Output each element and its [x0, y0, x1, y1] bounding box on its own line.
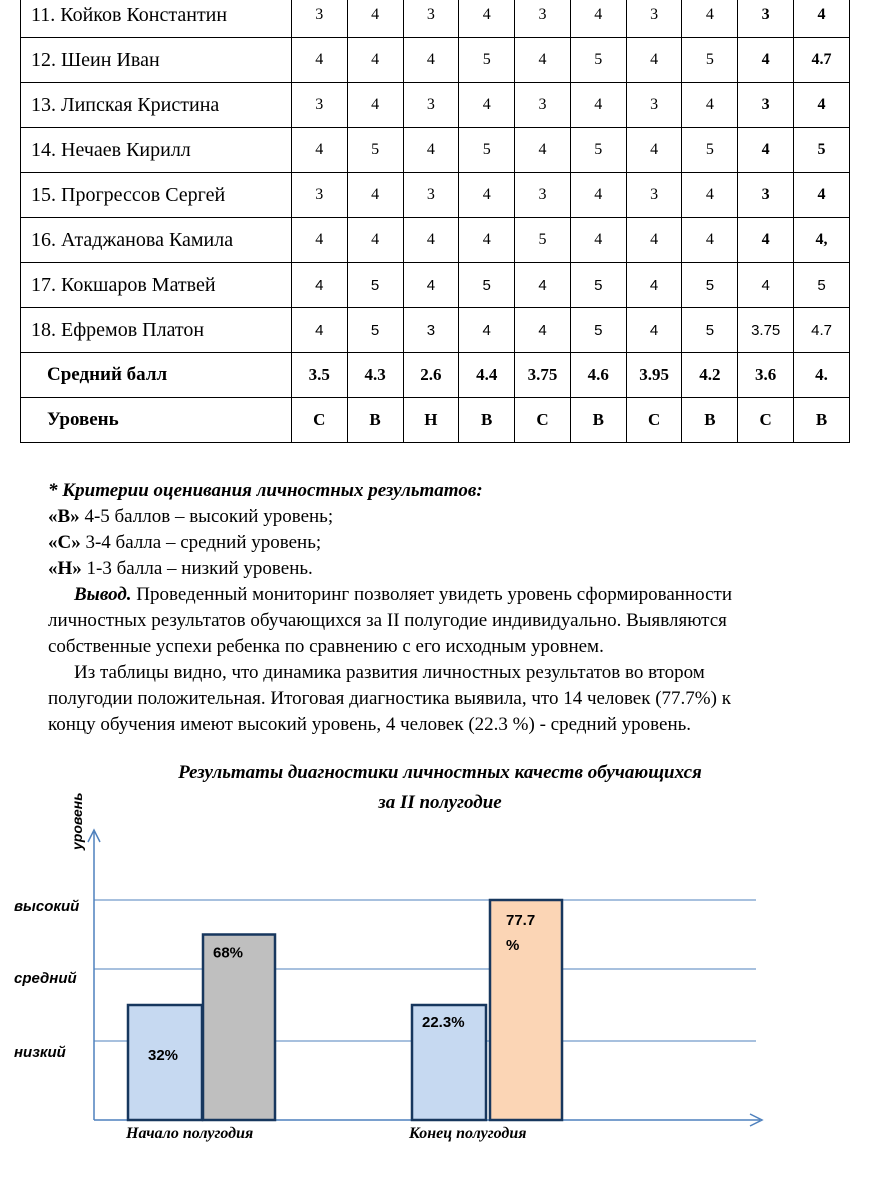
table-row: [21, 0, 850, 38]
student-name: 13. Липская Кристина: [21, 83, 292, 128]
score-cell: 3: [738, 0, 794, 38]
score-cell: 3: [291, 0, 347, 38]
student-name: Уровень: [21, 398, 292, 443]
score-cell: 4.7: [794, 308, 850, 353]
conclusion-line-1: Вывод. Проведенный мониторинг позволяет увидеть уровень сформированности: [74, 584, 733, 605]
conclusion-line-2: личностных результатов обучающихся за II полугодие индивидуально. Выявляются: [48, 610, 727, 631]
score-cell: 3.95: [626, 353, 682, 398]
score-cell: 4: [515, 38, 571, 83]
score-cell: 4: [794, 83, 850, 128]
score-cell: 5: [515, 218, 571, 263]
score-cell: 3: [738, 173, 794, 218]
chart-title-line-2: за II полугодие: [378, 792, 502, 813]
average-row: [21, 353, 850, 398]
score-cell: 4.4: [459, 353, 515, 398]
score-cell: 5: [347, 263, 403, 308]
score-cell: 4: [459, 218, 515, 263]
score-cell: 4.7: [794, 38, 850, 83]
score-cell: С: [291, 398, 347, 443]
score-cell: 4: [347, 38, 403, 83]
y-level-label: высокий: [14, 898, 80, 915]
score-cell: В: [570, 398, 626, 443]
bar-data-label: 22.3%: [422, 1014, 465, 1031]
score-cell: 4: [291, 38, 347, 83]
score-cell: 3: [403, 173, 459, 218]
score-cell: 3: [626, 0, 682, 38]
conclusion-line-3: собственные успехи ребенка по сравнению с его исходным уровнем.: [48, 636, 604, 657]
student-name: 16. Атаджанова Камила: [21, 218, 292, 263]
score-cell: 4: [738, 38, 794, 83]
score-cell: В: [794, 398, 850, 443]
score-cell: 5: [459, 38, 515, 83]
score-cell: 4: [347, 173, 403, 218]
student-name: 15. Прогрессов Сергей: [21, 173, 292, 218]
score-cell: 4: [515, 308, 571, 353]
criteria-block: [48, 478, 848, 582]
score-cell: 5: [682, 308, 738, 353]
score-cell: 3: [626, 173, 682, 218]
score-cell: 5: [459, 128, 515, 173]
score-cell: 4: [459, 83, 515, 128]
conclusion-line-6: концу обучения имеют высокий уровень, 4 человек (22.3 %) - средний уровень.: [48, 714, 692, 735]
score-cell: 4: [794, 173, 850, 218]
criteria-item-low: «Н» 1-3 балла – низкий уровень.: [48, 558, 313, 579]
score-cell: 4: [515, 128, 571, 173]
student-name: 14. Нечаев Кирилл: [21, 128, 292, 173]
score-cell: 4: [682, 218, 738, 263]
bar: [490, 900, 562, 1120]
table-row: [21, 38, 850, 83]
score-cell: 5: [570, 308, 626, 353]
criteria-item-high: «В» 4-5 баллов – высокий уровень;: [48, 506, 334, 527]
score-cell: 4: [626, 218, 682, 263]
score-cell: 5: [570, 38, 626, 83]
bar-data-label: %: [506, 937, 520, 954]
score-cell: 4: [682, 173, 738, 218]
score-cell: 4: [626, 263, 682, 308]
criteria-item-mid: «С» 3-4 балла – средний уровень;: [48, 532, 322, 553]
table-row: [21, 218, 850, 263]
score-cell: 4: [738, 263, 794, 308]
table-row: [21, 263, 850, 308]
score-cell: 4: [570, 83, 626, 128]
score-cell: 4.3: [347, 353, 403, 398]
score-cell: 4: [291, 218, 347, 263]
table-row: [21, 83, 850, 128]
score-cell: 3.75: [515, 353, 571, 398]
score-cell: 3: [515, 0, 571, 38]
score-cell: 3: [291, 173, 347, 218]
score-cell: 3.5: [291, 353, 347, 398]
score-cell: 4: [794, 0, 850, 38]
score-cell: 4: [515, 263, 571, 308]
student-name: 17. Кокшаров Матвей: [21, 263, 292, 308]
score-cell: 4: [347, 0, 403, 38]
bar: [203, 935, 275, 1121]
score-cell: 4: [403, 263, 459, 308]
chart-title-line-1: Результаты диагностики личностных качеств обучающихся: [178, 762, 702, 783]
score-cell: 5: [347, 308, 403, 353]
student-name: 11. Койков Константин: [21, 0, 292, 38]
score-cell: 4: [738, 218, 794, 263]
score-cell: 4: [347, 218, 403, 263]
category-label: Начало полугодия: [126, 1125, 254, 1142]
score-cell: 4: [682, 0, 738, 38]
score-cell: 5: [682, 128, 738, 173]
score-cell: 5: [347, 128, 403, 173]
score-cell: 4: [403, 218, 459, 263]
score-cell: 4: [459, 0, 515, 38]
grades-table: [20, 0, 850, 443]
score-cell: 4: [291, 263, 347, 308]
category-label: Конец полугодия: [409, 1125, 527, 1142]
score-cell: 4: [570, 0, 626, 38]
score-cell: 4.6: [570, 353, 626, 398]
y-level-label: средний: [14, 970, 77, 987]
score-cell: 3: [403, 83, 459, 128]
score-cell: 3: [403, 0, 459, 38]
table-row: [21, 173, 850, 218]
score-cell: 4.2: [682, 353, 738, 398]
score-cell: 3: [403, 308, 459, 353]
score-cell: 4: [626, 308, 682, 353]
bar-data-label: 77.7: [506, 912, 536, 929]
score-cell: 4: [738, 128, 794, 173]
score-cell: 5: [570, 263, 626, 308]
score-cell: 5: [682, 38, 738, 83]
student-name: Средний балл: [21, 353, 292, 398]
score-cell: 3: [515, 173, 571, 218]
score-cell: 3: [738, 83, 794, 128]
score-cell: 5: [459, 263, 515, 308]
score-cell: 3.6: [738, 353, 794, 398]
score-cell: 5: [794, 128, 850, 173]
bar-data-label: 32%: [148, 1047, 179, 1064]
student-name: 12. Шеин Иван: [21, 38, 292, 83]
score-cell: 3: [291, 83, 347, 128]
score-cell: 4: [291, 128, 347, 173]
score-cell: В: [682, 398, 738, 443]
bar-chart: [0, 770, 816, 1203]
score-cell: 4: [403, 128, 459, 173]
y-axis-title: уровень: [69, 792, 85, 850]
score-cell: 4: [626, 38, 682, 83]
conclusion-line-5: полугодии положительная. Итоговая диагностика выявила, что 14 человек (77.7%) к: [48, 688, 731, 709]
score-cell: С: [515, 398, 571, 443]
score-cell: 4: [403, 38, 459, 83]
score-cell: 5: [682, 263, 738, 308]
score-cell: 4.: [794, 353, 850, 398]
student-name: 18. Ефремов Платон: [21, 308, 292, 353]
score-cell: С: [626, 398, 682, 443]
score-cell: 4: [347, 83, 403, 128]
score-cell: В: [459, 398, 515, 443]
table-row: [21, 128, 850, 173]
score-cell: 4: [682, 83, 738, 128]
score-cell: 2.6: [403, 353, 459, 398]
y-level-label: низкий: [14, 1044, 66, 1061]
score-cell: В: [347, 398, 403, 443]
table-row: [21, 308, 850, 353]
score-cell: 4: [291, 308, 347, 353]
score-cell: 5: [570, 128, 626, 173]
score-cell: 3.75: [738, 308, 794, 353]
score-cell: 4: [459, 308, 515, 353]
score-cell: 4: [570, 173, 626, 218]
score-cell: 4: [459, 173, 515, 218]
score-cell: Н: [403, 398, 459, 443]
criteria-title: * Критерии оценивания личностных результатов:: [48, 480, 483, 501]
bar-data-label: 68%: [213, 944, 244, 962]
score-cell: 4: [570, 218, 626, 263]
score-cell: 5: [794, 263, 850, 308]
score-cell: 4: [626, 128, 682, 173]
score-cell: 3: [515, 83, 571, 128]
conclusion-line-4: Из таблицы видно, что динамика развития личностных результатов во втором: [74, 662, 705, 683]
score-cell: 3: [626, 83, 682, 128]
score-cell: С: [738, 398, 794, 443]
level-row: [21, 398, 850, 443]
score-cell: 4,: [794, 218, 850, 263]
